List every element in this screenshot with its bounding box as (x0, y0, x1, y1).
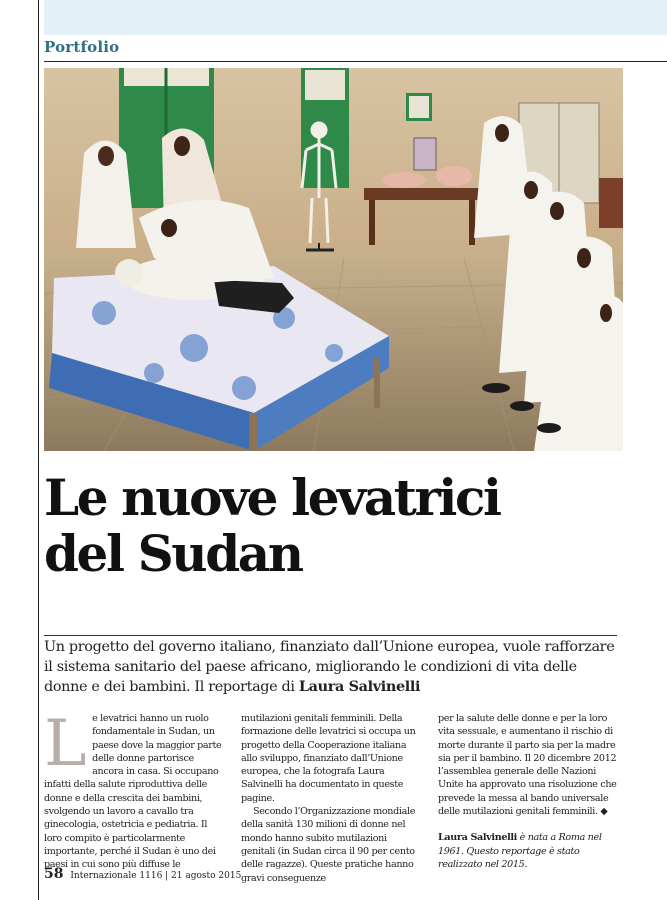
body-column-3 (438, 712, 622, 871)
issue-info: Internazionale 1116 | 21 agosto 2015 (70, 871, 242, 881)
article-headline (44, 470, 644, 582)
section-label: Portfolio (44, 38, 120, 56)
bio-text: è nata a Roma nel 1961. Questo reportage è stato realizzato nel 2015. (438, 832, 602, 870)
bio-name: Laura Salvinelli (438, 832, 517, 844)
column-2-paragraph-1: mutilazioni genitali femminili. Della formazione delle levatrici si occupa un progetto della Cooperazione italiana allo sviluppo, finanziato dall’Unione europea, che la fotografa Laura Salvinelli ha documentato in queste pagine. (241, 713, 416, 804)
section-rule (44, 61, 667, 62)
column-3-text: per la salute delle donne e per la loro vita sessuale, e aumentano il rischio di morte durante il parto sia per la madre sia per il bambino. Il 20 dicembre 2012 l’assemblea generale delle Nazioni Unite ha approvato una risoluzione che prevede la messa al bando universale delle mutilazioni genitali femminili. (438, 713, 617, 818)
end-mark: ◆ (600, 806, 608, 818)
page-footer (44, 866, 241, 882)
column-2-paragraph-2: Secondo l’Organizzazione mondiale della sanità 130 milioni di donne nel mondo hanno subito mutilazioni genitali (in Sudan circa il 90 per cento delle ragazze). Queste pratiche hanno gravi conseguenze (241, 806, 416, 884)
column-1-text: e levatrici hanno un ruolo fondamentale in Sudan, un paese dove la maggior parte delle donne partorisce ancora in casa. Si occupano infatti della salute riproduttiva delle donne e della crescita dei bambini, svolgendo un lavoro a cavallo tra ginecologia, ostetricia e pediatria. Il loro compito è particolarmente importante, perché il Sudan è uno dei paesi in cui sono più diffuse le (44, 713, 222, 871)
column-3-paragraph (438, 712, 622, 818)
headline-line-2: del Sudan (44, 524, 302, 583)
article-photo (44, 68, 623, 451)
page-number: 58 (44, 866, 64, 882)
article-dek (44, 637, 624, 697)
dek-text: Un progetto del governo italiano, finanziato dall’Unione europea, vuole rafforzare il sistema sanitario del paese africano, migliorando le condizioni di vita delle donne e dei bambini. Il reportage di (44, 639, 615, 695)
body-column-1 (44, 707, 226, 872)
headline-line-1: Le nuove levatrici (44, 468, 500, 527)
dek-rule (44, 635, 617, 636)
body-column-2 (241, 712, 423, 885)
page-left-rule (38, 0, 39, 900)
dropcap: L (44, 707, 87, 781)
author-bio (438, 831, 622, 871)
dek-author: Laura Salvinelli (298, 678, 421, 695)
header-band (44, 0, 667, 35)
